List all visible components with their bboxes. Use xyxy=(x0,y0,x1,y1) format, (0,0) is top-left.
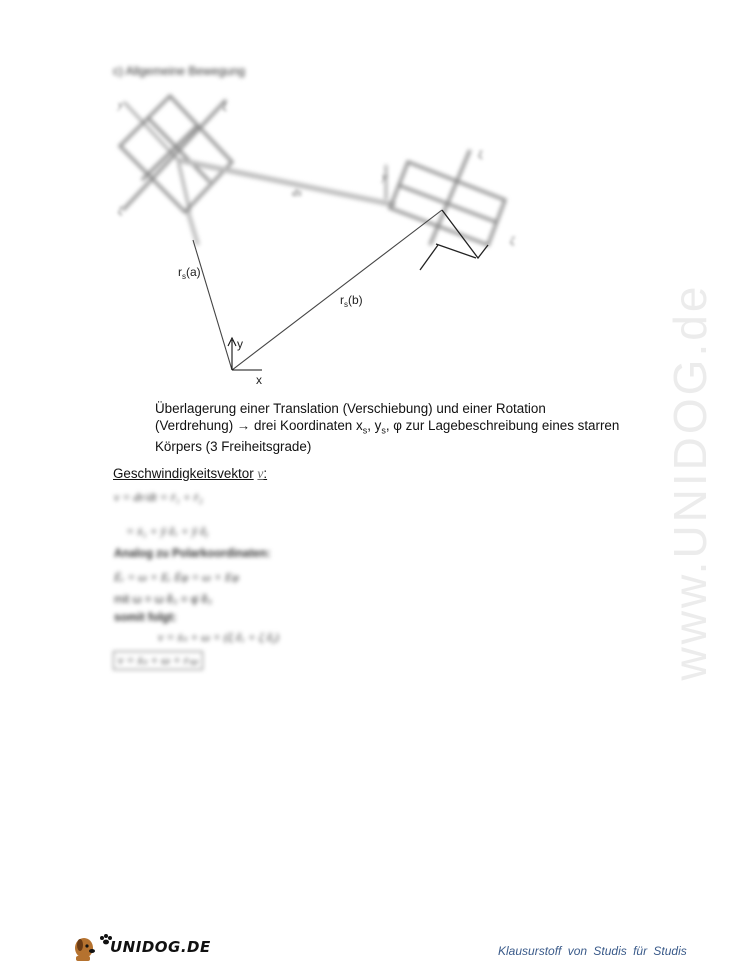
mit-text: mit ω = ω ẽ₂ = φ̇ ẽ₂ xyxy=(114,594,213,606)
formula-3: Ėᵣ = ω × Eᵣ Ėφ = ω × Eφ xyxy=(114,570,239,584)
label-right-top-a: y xyxy=(382,171,387,183)
left-body-frame xyxy=(120,96,395,245)
footer-logo-text: UNIDOG.DE xyxy=(110,938,211,956)
description-line-2: (Verdrehung) → drei Koordinaten $x_s$, $y_s$, φ zur Lagebeschreibung eines starren xyxy=(155,417,620,436)
axis-y-label: y xyxy=(237,337,243,351)
velocity-heading: Geschwindigkeitsvektor v: xyxy=(113,466,268,481)
velocity-symbol: v xyxy=(257,466,264,481)
description-paragraph xyxy=(155,401,655,455)
label-left-bottom: ζ xyxy=(118,205,123,217)
label-left-right: ξ xyxy=(222,101,227,113)
section-heading: c) Allgemeine Bewegung xyxy=(113,64,246,78)
label-middle: ds xyxy=(292,187,302,199)
label-left-top: y xyxy=(118,99,123,111)
label-right-right: ζ xyxy=(510,235,515,247)
formula-2: = ẋ₁ + ÿ ẽₓ + ÿ ẽᵧ xyxy=(126,524,209,538)
right-body-frame xyxy=(386,150,505,245)
rigid-body-diagram xyxy=(0,0,750,400)
velocity-heading-text: Geschwindigkeitsvektor xyxy=(113,466,254,481)
analog-text: Analog zu Polarkoordinaten: xyxy=(114,548,271,560)
coordinate-axes xyxy=(228,338,262,370)
label-right-top-b: ξ xyxy=(478,149,483,161)
boxed-result: v = ẋₛ + ω × rₛₚ xyxy=(113,651,203,670)
description-line-3: Körpers (3 Freiheitsgrade) xyxy=(155,438,312,454)
watermark: www.UNIDOG.de xyxy=(664,283,716,681)
footer-tagline: Klausurstoff von Studis für Studis xyxy=(498,944,687,958)
position-vectors xyxy=(193,210,442,370)
axis-x-label: x xyxy=(256,373,262,387)
formula-4: v = ẋₛ + ω × (ξ ẽₓ + ζ ẽᵧ) xyxy=(158,630,279,644)
somit-text: somit folgt: xyxy=(114,612,177,624)
description-line-1: Überlagerung einer Translation (Verschiebung) und einer Rotation xyxy=(155,401,546,416)
label-rb: $r_s(b)$ xyxy=(340,293,363,309)
formula-1: v = dr/dt = ṙ₁ + ṙ₂ xyxy=(114,490,203,504)
label-ra: $r_s(a)$ xyxy=(178,265,201,281)
